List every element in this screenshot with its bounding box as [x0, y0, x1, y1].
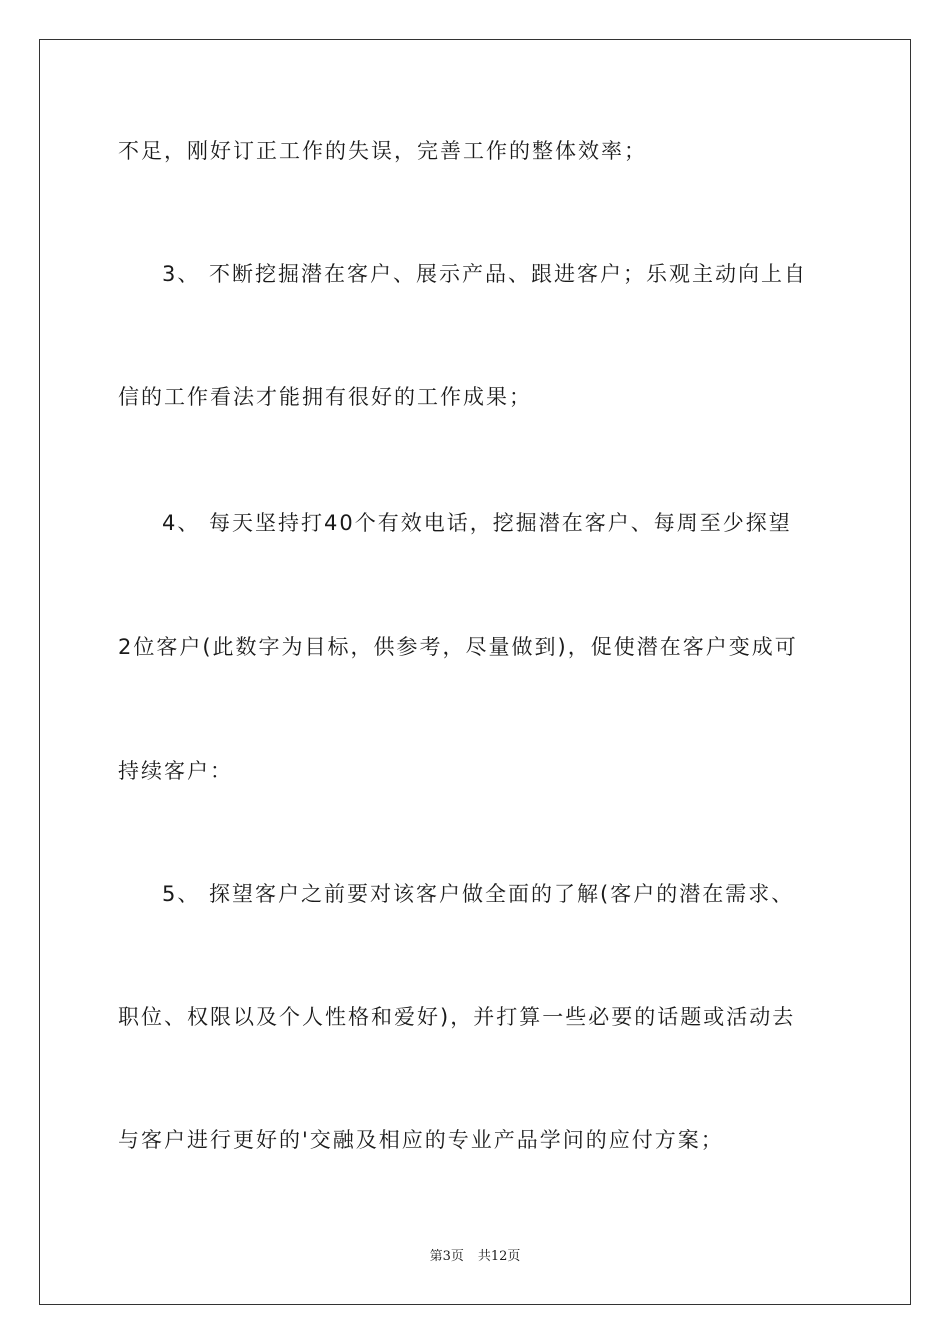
list-item-5-line-1: 5、 探望客户之前要对该客户做全面的了解(客户的潜在需求、 — [162, 882, 795, 906]
list-item-5-line-3: 与客户进行更好的'交融及相应的专业产品学问的应付方案； — [118, 1128, 724, 1152]
page-border — [39, 39, 911, 1305]
list-item-3-line-1: 3、 不断挖掘潜在客户、展示产品、跟进客户；乐观主动向上自 — [162, 262, 808, 286]
body-line-1: 不足，刚好订正工作的失误，完善工作的整体效率； — [118, 139, 647, 163]
list-item-3-line-2: 信的工作看法才能拥有很好的工作成果； — [118, 385, 532, 409]
page-footer — [0, 1248, 950, 1266]
list-item-5-line-2: 职位、权限以及个人性格和爱好)，并打算一些必要的话题或活动去 — [118, 1005, 796, 1029]
total-pages: 共12页 — [477, 1249, 521, 1264]
list-item-4-line-2: 2位客户(此数字为目标，供参考，尽量做到)，促使潜在客户变成可 — [118, 635, 798, 659]
list-item-4-line-3: 持续客户： — [118, 759, 233, 783]
list-item-4-line-1: 4、 每天坚持打40个有效电话，挖掘潜在客户、每周至少探望 — [162, 511, 792, 535]
page-number: 第3页 — [429, 1249, 464, 1264]
